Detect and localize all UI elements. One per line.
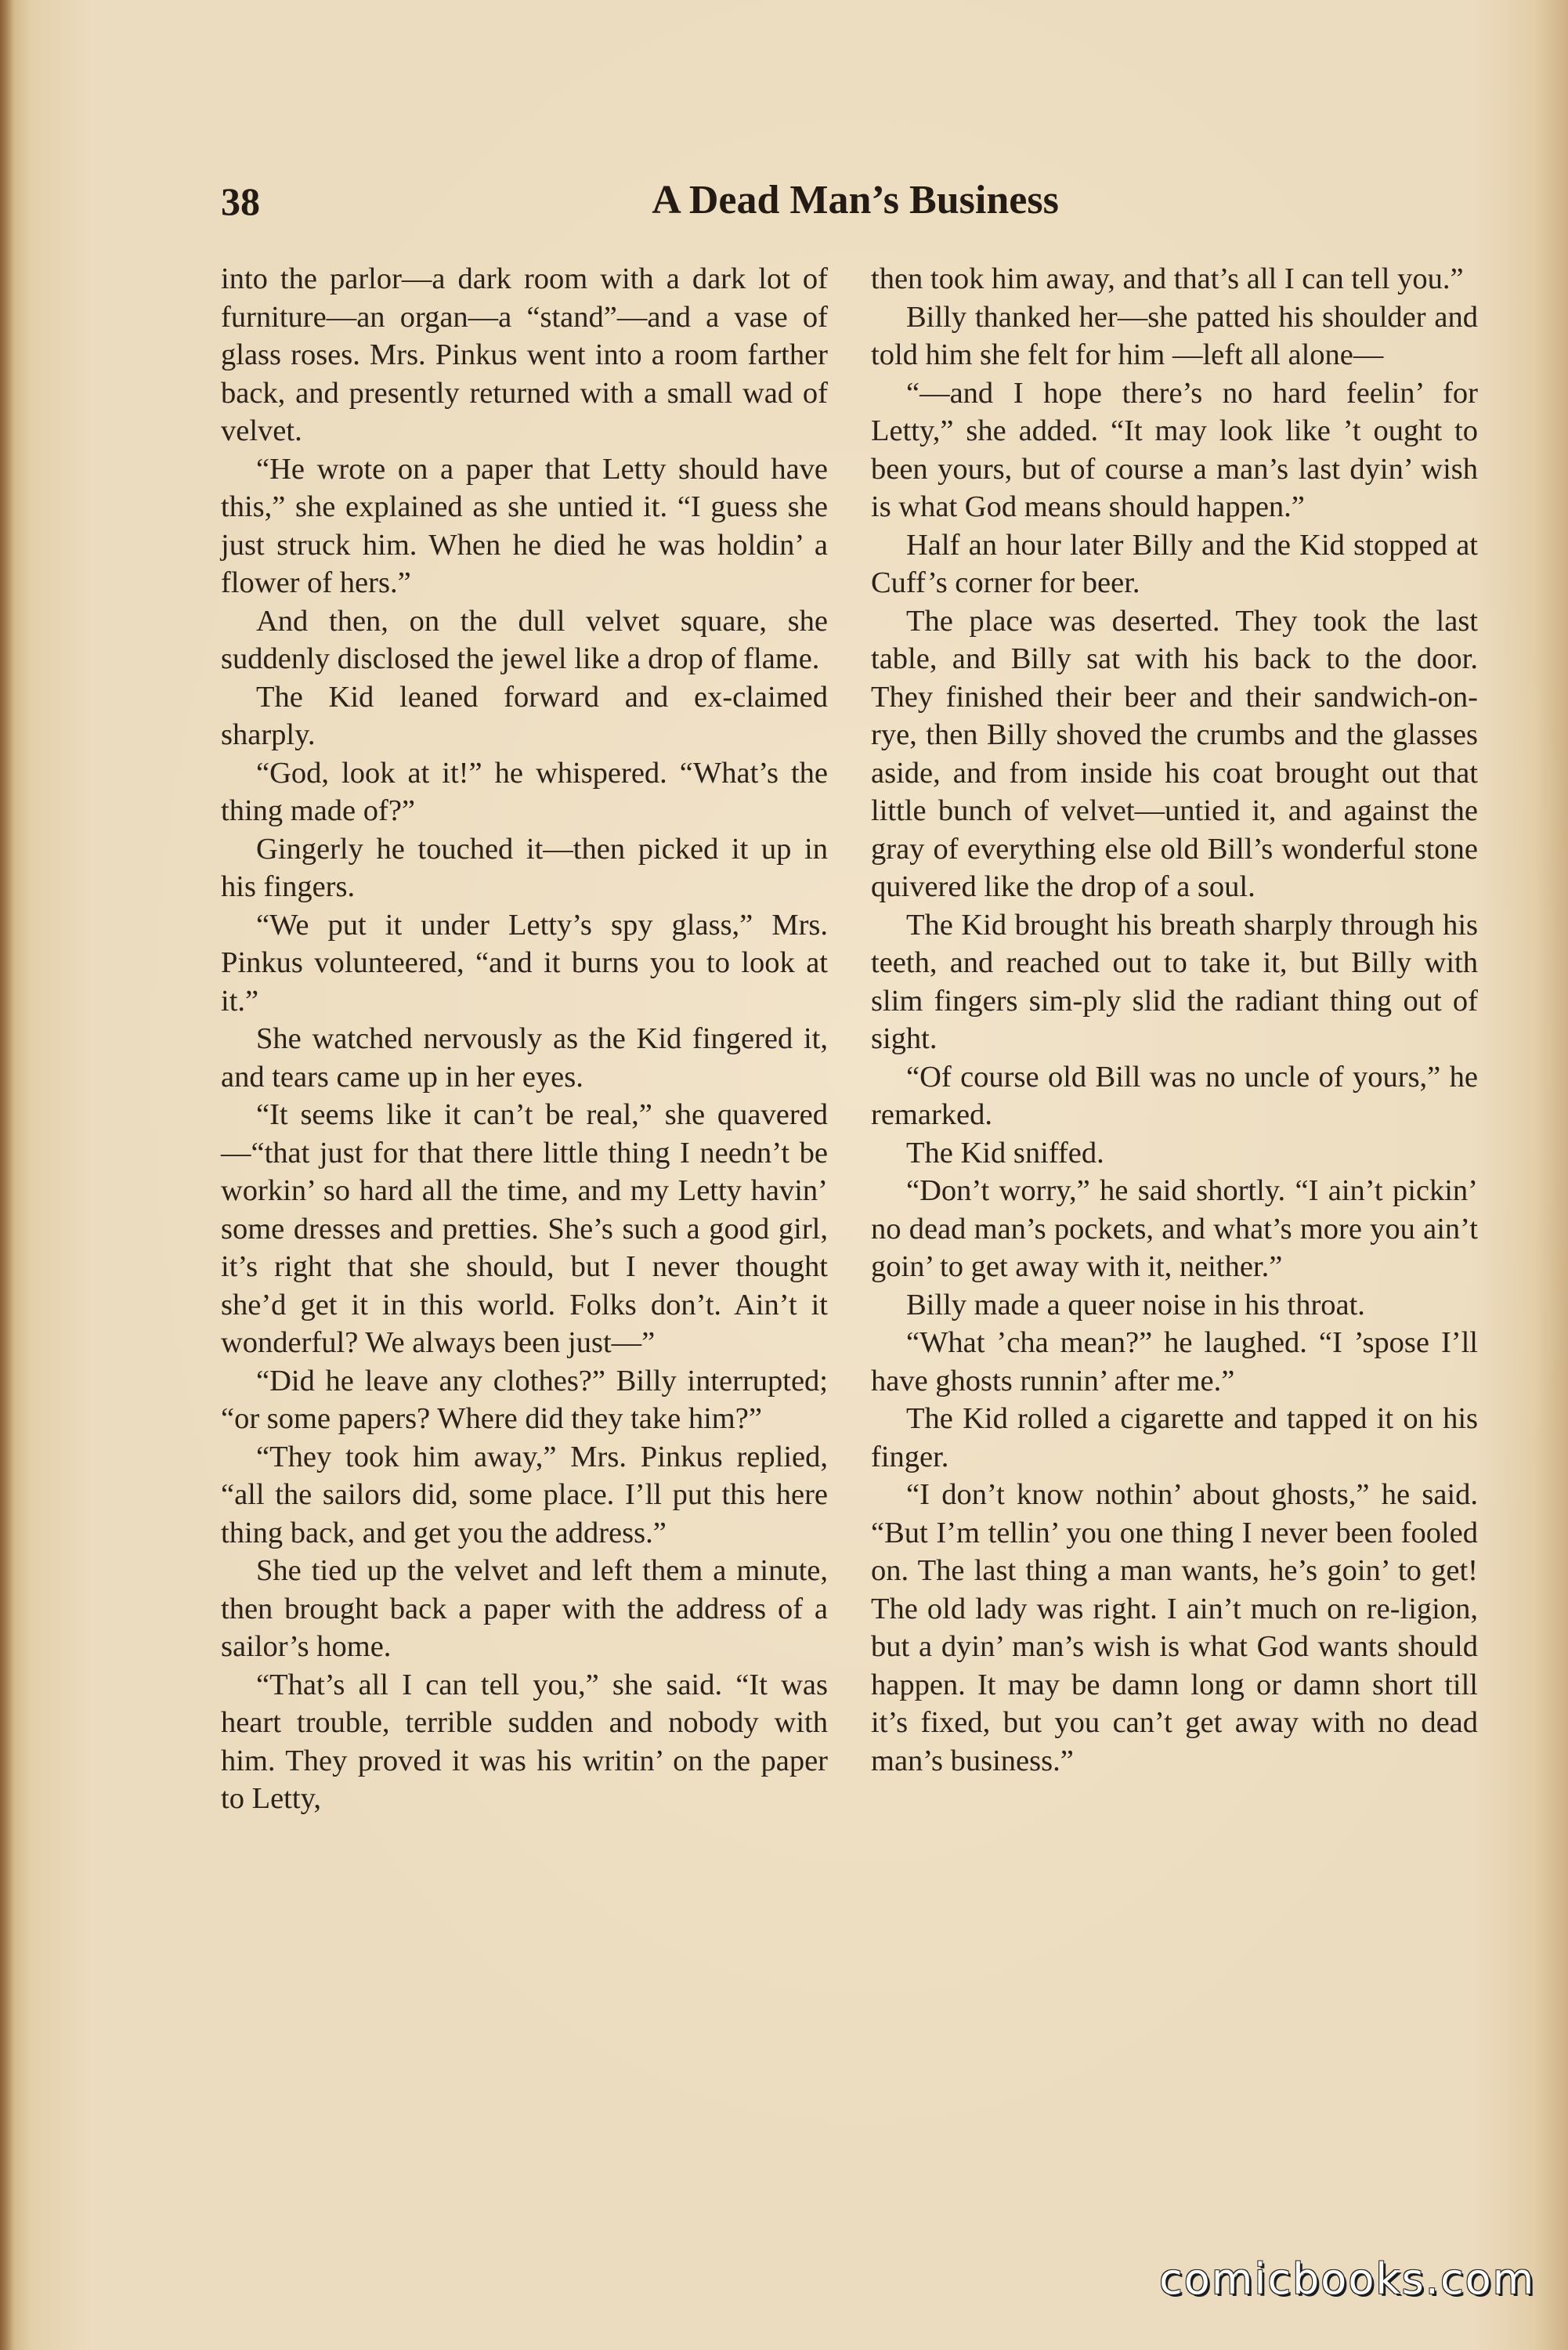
running-title: A Dead Man’s Business xyxy=(652,178,1059,222)
paragraph: into the parlor—a dark room with a dark lot of furniture—an organ—a “stand”—and a vase of glass roses. Mrs. Pinkus went into a room farther back, and presently returned with a small wad of velvet. xyxy=(221,262,828,447)
paragraph: She tied up the velvet and left them a minute, then brought back a paper with the address of a sailor’s home. xyxy=(221,1554,828,1663)
paragraph: “It seems like it can’t be real,” she quavered—“that just for that there little thing I needn’t be workin’ so hard all the time, and my Letty havin’ some dresses and pretties. She’s such a good girl, it’s right that she should, but I never thought she’d get it in this world. Folks don’t. Ain’t it wonderful? We always been just—” xyxy=(221,1098,828,1359)
paragraph: Half an hour later Billy and the Kid stopped at Cuff’s corner for beer. xyxy=(871,528,1478,599)
page-header xyxy=(221,172,1490,235)
paragraph: Billy thanked her—she patted his shoulder and told him she felt for him —left all alone— xyxy=(871,300,1478,371)
text-column-left xyxy=(221,260,828,1818)
paragraph: “Of course old Bill was no uncle of yours,” he remarked. xyxy=(871,1060,1478,1131)
paragraph: And then, on the dull velvet square, she suddenly disclosed the jewel like a drop of flame. xyxy=(221,604,828,675)
paragraph: “What ’cha mean?” he laughed. “I ’spose I’ll have ghosts runnin’ after me.” xyxy=(871,1326,1478,1397)
paragraph: The Kid leaned forward and ex-claimed sharply. xyxy=(221,680,828,751)
paragraph: The Kid brought his breath sharply through his teeth, and reached out to take it, but Billy with slim fingers sim-ply slid the radiant thing out of sight. xyxy=(871,908,1478,1055)
paragraph: then took him away, and that’s all I can tell you.” xyxy=(871,262,1464,295)
paragraph: The Kid sniffed. xyxy=(906,1136,1104,1170)
paragraph: Billy made a queer noise in his throat. xyxy=(906,1288,1365,1321)
paragraph: The Kid rolled a cigarette and tapped it on his finger. xyxy=(871,1402,1478,1473)
paragraph: “They took him away,” Mrs. Pinkus replied, “all the sailors did, some place. I’ll put this here thing back, and get you the address.” xyxy=(221,1440,828,1549)
paragraph: “God, look at it!” he whispered. “What’s the thing made of?” xyxy=(221,756,828,827)
paragraph: Gingerly he touched it—then picked it up in his fingers. xyxy=(221,832,828,903)
text-column-right xyxy=(871,260,1478,1780)
paragraph: “We put it under Letty’s spy glass,” Mrs. Pinkus volunteered, “and it burns you to look at it.” xyxy=(221,908,828,1018)
paragraph: “—and I hope there’s no hard feelin’ for Letty,” she added. “It may look like ’t ought to been yours, but of course a man’s last dyin’ wish is what God means should happen.” xyxy=(871,376,1478,523)
page-number: 38 xyxy=(221,179,260,223)
paragraph: “He wrote on a paper that Letty should have this,” she explained as she untied it. “I guess she just struck him. When he died he was holdin’ a flower of hers.” xyxy=(221,452,828,599)
paragraph: “Don’t worry,” he said shortly. “I ain’t pickin’ no dead man’s pockets, and what’s more you ain’t goin’ to get away with it, neither.” xyxy=(871,1174,1478,1283)
paragraph: “Did he leave any clothes?” Billy interrupted; “or some papers? Where did they take him?” xyxy=(221,1364,828,1435)
paragraph: The place was deserted. They took the last table, and Billy sat with his back to the door. They finished their beer and their sandwich-on-rye, then Billy shoved the crumbs and the glasses aside, and from inside his coat brought out that little bunch of velvet—untied it, and against the gray of everything else old Bill’s wonderful stone quivered like the drop of a soul. xyxy=(871,604,1478,903)
page-binding-edge xyxy=(0,0,14,2350)
paragraph: She watched nervously as the Kid fingered it, and tears came up in her eyes. xyxy=(221,1022,828,1094)
paragraph: “That’s all I can tell you,” she said. “It was heart trouble, terrible sudden and nobody with him. They proved it was his writin’ on the paper to Letty, xyxy=(221,1668,828,1815)
paragraph: “I don’t know nothin’ about ghosts,” he said. “But I’m tellin’ you one thing I never been fooled on. The last thing a man wants, he’s goin’ to get! The old lady was right. I ain’t much on re-ligion, but a dyin’ man’s wish is what God wants should happen. It may be damn long or damn short till it’s fixed, but you can’t get away with no dead man’s business.” xyxy=(871,1478,1478,1777)
watermark-text: comicbooks.com xyxy=(1159,2254,1536,2304)
